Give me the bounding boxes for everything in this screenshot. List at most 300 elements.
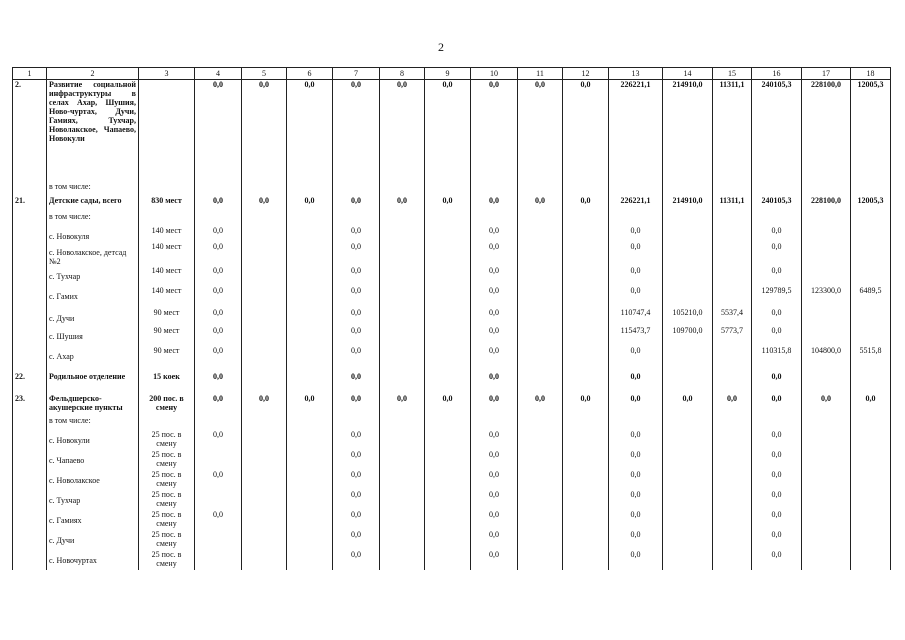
value-cell [380,372,425,394]
value-cell [242,470,287,490]
row-name: с. Тухчар [47,266,139,286]
value-cell: 5773,7 [713,326,752,346]
value-cell: 0,0 [333,326,380,346]
row-name: в том числе: [47,212,139,226]
row-name: с. Дучи [47,308,139,326]
row-number [13,266,47,286]
value-cell [287,530,333,550]
value-cell [802,326,851,346]
value-cell [425,416,471,430]
value-cell [713,346,752,372]
row-capacity: 140 мест [139,242,195,266]
value-cell [471,212,518,226]
value-cell [563,212,609,226]
value-cell [287,490,333,510]
value-cell [242,212,287,226]
value-cell [287,326,333,346]
value-cell: 0,0 [333,372,380,394]
value-cell [663,450,713,470]
row-capacity: 25 пос. в смену [139,550,195,570]
value-cell: 0,0 [752,530,802,550]
value-cell: 0,0 [609,490,663,510]
item-row [13,346,891,372]
value-cell [333,416,380,430]
value-cell: 0,0 [752,470,802,490]
value-cell [563,416,609,430]
row-capacity [139,80,195,182]
col-header: 1 [13,68,47,80]
col-header: 2 [47,68,139,80]
value-cell [287,550,333,570]
value-cell [851,490,891,510]
value-cell: 240105,3 [752,196,802,212]
value-cell: 0,0 [195,394,242,416]
col-header: 17 [802,68,851,80]
value-cell [287,226,333,242]
value-cell [563,326,609,346]
value-cell [851,430,891,450]
value-cell: 0,0 [609,286,663,308]
value-cell [518,550,563,570]
value-cell: 226221,1 [609,196,663,212]
value-cell: 0,0 [471,286,518,308]
value-cell [802,450,851,470]
row-number [13,430,47,450]
value-cell [242,510,287,530]
value-cell [609,416,663,430]
value-cell [851,470,891,490]
row-number [13,470,47,490]
row-capacity: 25 пос. в смену [139,490,195,510]
value-cell [663,510,713,530]
value-cell [563,490,609,510]
value-cell [563,550,609,570]
value-cell [242,450,287,470]
value-cell: 0,0 [195,308,242,326]
value-cell [380,550,425,570]
value-cell [425,326,471,346]
value-cell: 0,0 [195,266,242,286]
value-cell [380,450,425,470]
value-cell: 105210,0 [663,308,713,326]
value-cell: 0,0 [471,530,518,550]
value-cell: 240105,3 [752,80,802,182]
value-cell: 0,0 [380,394,425,416]
value-cell [609,182,663,196]
row-number [13,490,47,510]
row-capacity [139,182,195,196]
value-cell: 0,0 [195,226,242,242]
value-cell: 0,0 [471,372,518,394]
value-cell [287,266,333,286]
value-cell [287,308,333,326]
value-cell: 0,0 [471,80,518,182]
value-cell: 0,0 [752,550,802,570]
value-cell [471,182,518,196]
row-capacity: 140 мест [139,286,195,308]
col-header: 7 [333,68,380,80]
value-cell: 0,0 [287,394,333,416]
value-cell: 0,0 [609,266,663,286]
value-cell [851,416,891,430]
value-cell [563,372,609,394]
value-cell [242,372,287,394]
value-cell [563,510,609,530]
value-cell: 0,0 [713,394,752,416]
value-cell [287,470,333,490]
value-cell: 0,0 [609,510,663,530]
row-number [13,308,47,326]
value-cell [663,372,713,394]
item-row [13,430,891,450]
value-cell [380,242,425,266]
value-cell [242,308,287,326]
value-cell [802,550,851,570]
row-number [13,212,47,226]
value-cell: 0,0 [471,394,518,416]
row-name: с. Новочуртах [47,550,139,570]
row-number: 23. [13,394,47,416]
value-cell: 0,0 [333,550,380,570]
row-capacity [139,416,195,430]
row-number [13,510,47,530]
value-cell: 0,0 [663,394,713,416]
value-cell [380,308,425,326]
value-cell: 0,0 [563,394,609,416]
value-cell [802,530,851,550]
value-cell [713,490,752,510]
value-cell [802,490,851,510]
value-cell [425,550,471,570]
value-cell [802,212,851,226]
row-capacity: 25 пос. в смену [139,510,195,530]
value-cell: 0,0 [752,242,802,266]
value-cell [713,212,752,226]
section-row [13,372,891,394]
value-cell [242,550,287,570]
value-cell [287,346,333,372]
col-header: 3 [139,68,195,80]
row-name: с. Гамих [47,286,139,308]
row-number [13,182,47,196]
value-cell [663,346,713,372]
row-name: Фельдшерско-акушерские пункты [47,394,139,416]
value-cell [425,212,471,226]
row-number [13,326,47,346]
value-cell [425,182,471,196]
value-cell: 0,0 [851,394,891,416]
value-cell: 0,0 [195,470,242,490]
value-cell [242,226,287,242]
value-cell [425,346,471,372]
item-row [13,266,891,286]
value-cell [713,266,752,286]
row-number [13,450,47,470]
value-cell [287,212,333,226]
value-cell [287,416,333,430]
value-cell [851,326,891,346]
row-name: с. Тухчар [47,490,139,510]
value-cell [563,266,609,286]
value-cell [425,226,471,242]
value-cell: 0,0 [563,80,609,182]
value-cell [195,490,242,510]
value-cell: 0,0 [752,308,802,326]
value-cell [563,242,609,266]
value-cell [195,182,242,196]
value-cell [713,430,752,450]
value-cell [195,416,242,430]
value-cell [663,490,713,510]
row-number [13,226,47,242]
page-number: 2 [438,40,444,54]
value-cell: 0,0 [471,550,518,570]
row-number [13,416,47,430]
value-cell [380,226,425,242]
value-cell [518,416,563,430]
row-number [13,550,47,570]
value-cell [287,242,333,266]
value-cell [563,226,609,242]
col-header: 11 [518,68,563,80]
value-cell [563,346,609,372]
value-cell [242,182,287,196]
value-cell: 0,0 [752,510,802,530]
value-cell [851,372,891,394]
value-cell [713,510,752,530]
section-row [13,196,891,212]
value-cell: 0,0 [471,470,518,490]
value-cell [851,182,891,196]
value-cell [563,450,609,470]
col-header: 12 [563,68,609,80]
value-cell: 0,0 [333,490,380,510]
value-cell: 0,0 [242,394,287,416]
value-cell: 11311,1 [713,80,752,182]
value-cell [195,550,242,570]
value-cell: 0,0 [333,450,380,470]
row-name: с. Дучи [47,530,139,550]
row-number [13,242,47,266]
col-header: 5 [242,68,287,80]
item-row [13,308,891,326]
value-cell: 0,0 [518,80,563,182]
row-capacity: 25 пос. в смену [139,470,195,490]
row-name: с. Шушия [47,326,139,346]
value-cell [287,450,333,470]
value-cell [380,490,425,510]
value-cell [518,430,563,450]
value-cell: 228100,0 [802,80,851,182]
value-cell: 0,0 [195,286,242,308]
value-cell: 0,0 [609,242,663,266]
value-cell [851,242,891,266]
row-number [13,286,47,308]
value-cell [851,530,891,550]
col-header: 13 [609,68,663,80]
value-cell: 0,0 [471,242,518,266]
value-cell: 0,0 [195,80,242,182]
value-cell: 0,0 [195,326,242,346]
value-cell [713,286,752,308]
value-cell [425,308,471,326]
value-cell: 0,0 [609,470,663,490]
row-capacity: 200 пос. в смену [139,394,195,416]
item-row [13,242,891,266]
value-cell: 11311,1 [713,196,752,212]
col-header: 9 [425,68,471,80]
value-cell [851,308,891,326]
value-cell: 0,0 [752,450,802,470]
col-header: 10 [471,68,518,80]
value-cell: 0,0 [195,196,242,212]
value-cell [518,308,563,326]
section-row [13,394,891,416]
value-cell [563,430,609,450]
value-cell: 0,0 [333,308,380,326]
value-cell [333,182,380,196]
value-cell [242,242,287,266]
value-cell: 0,0 [425,196,471,212]
value-cell [195,530,242,550]
value-cell [563,470,609,490]
row-name: с. Ахар [47,346,139,372]
value-cell: 0,0 [195,510,242,530]
value-cell [242,266,287,286]
value-cell: 214910,0 [663,80,713,182]
value-cell [563,530,609,550]
col-header: 18 [851,68,891,80]
value-cell [851,212,891,226]
value-cell [425,450,471,470]
value-cell: 0,0 [333,470,380,490]
value-cell [663,182,713,196]
value-cell [380,430,425,450]
value-cell: 0,0 [471,326,518,346]
value-cell: 0,0 [471,346,518,372]
value-cell [287,182,333,196]
value-cell: 0,0 [752,226,802,242]
item-row [13,470,891,490]
value-cell [287,372,333,394]
note-row [13,212,891,226]
value-cell [518,450,563,470]
value-cell [518,372,563,394]
row-name: в том числе: [47,416,139,430]
item-row [13,550,891,570]
value-cell [802,266,851,286]
value-cell [518,490,563,510]
value-cell: 0,0 [333,510,380,530]
value-cell: 0,0 [333,346,380,372]
value-cell: 0,0 [471,510,518,530]
value-cell: 115473,7 [609,326,663,346]
value-cell: 0,0 [287,196,333,212]
value-cell [851,550,891,570]
row-name: в том числе: [47,182,139,196]
value-cell [609,212,663,226]
col-header: 8 [380,68,425,80]
value-cell: 104800,0 [802,346,851,372]
row-capacity: 25 пос. в смену [139,450,195,470]
value-cell: 0,0 [518,196,563,212]
value-cell: 12005,3 [851,80,891,182]
value-cell [242,346,287,372]
section-row [13,80,891,182]
value-cell: 0,0 [195,242,242,266]
row-capacity: 90 мест [139,326,195,346]
value-cell: 110315,8 [752,346,802,372]
value-cell [287,286,333,308]
value-cell [563,286,609,308]
value-cell [518,530,563,550]
item-row [13,326,891,346]
value-cell: 0,0 [471,490,518,510]
value-cell [287,510,333,530]
value-cell: 0,0 [333,530,380,550]
value-cell: 123300,0 [802,286,851,308]
value-cell [851,510,891,530]
value-cell: 0,0 [471,430,518,450]
value-cell: 0,0 [195,372,242,394]
row-number: 21. [13,196,47,212]
value-cell [851,266,891,286]
value-cell [663,530,713,550]
value-cell: 5537,4 [713,308,752,326]
value-cell [380,510,425,530]
row-capacity: 90 мест [139,346,195,372]
value-cell: 129789,5 [752,286,802,308]
value-cell [380,266,425,286]
value-cell [380,530,425,550]
value-cell [713,550,752,570]
value-cell [380,212,425,226]
note-row [13,182,891,196]
col-header: 6 [287,68,333,80]
value-cell [518,286,563,308]
row-capacity: 25 пос. в смену [139,530,195,550]
row-name: с. Чапаево [47,450,139,470]
value-cell [425,490,471,510]
value-cell: 0,0 [609,226,663,242]
value-cell [380,346,425,372]
col-header: 4 [195,68,242,80]
value-cell: 0,0 [471,450,518,470]
row-capacity: 140 мест [139,226,195,242]
value-cell: 0,0 [609,372,663,394]
value-cell [802,470,851,490]
value-cell [663,286,713,308]
value-cell [802,308,851,326]
column-number-row [13,68,891,80]
row-number: 22. [13,372,47,394]
value-cell: 0,0 [333,394,380,416]
value-cell: 12005,3 [851,196,891,212]
row-name: Развитие социальной инфраструктуры в селах Ахар, Шушия, Ново-чуртах, Дучи, Гамиях, Тухчар, Новолакское, Чапаево, Новокули [47,80,139,182]
value-cell [425,510,471,530]
value-cell: 6489,5 [851,286,891,308]
value-cell: 0,0 [609,450,663,470]
value-cell [518,326,563,346]
row-number: 2. [13,80,47,182]
item-row [13,450,891,470]
value-cell [518,182,563,196]
value-cell: 226221,1 [609,80,663,182]
value-cell: 0,0 [752,430,802,450]
value-cell [287,430,333,450]
value-cell [195,450,242,470]
value-cell: 0,0 [333,266,380,286]
